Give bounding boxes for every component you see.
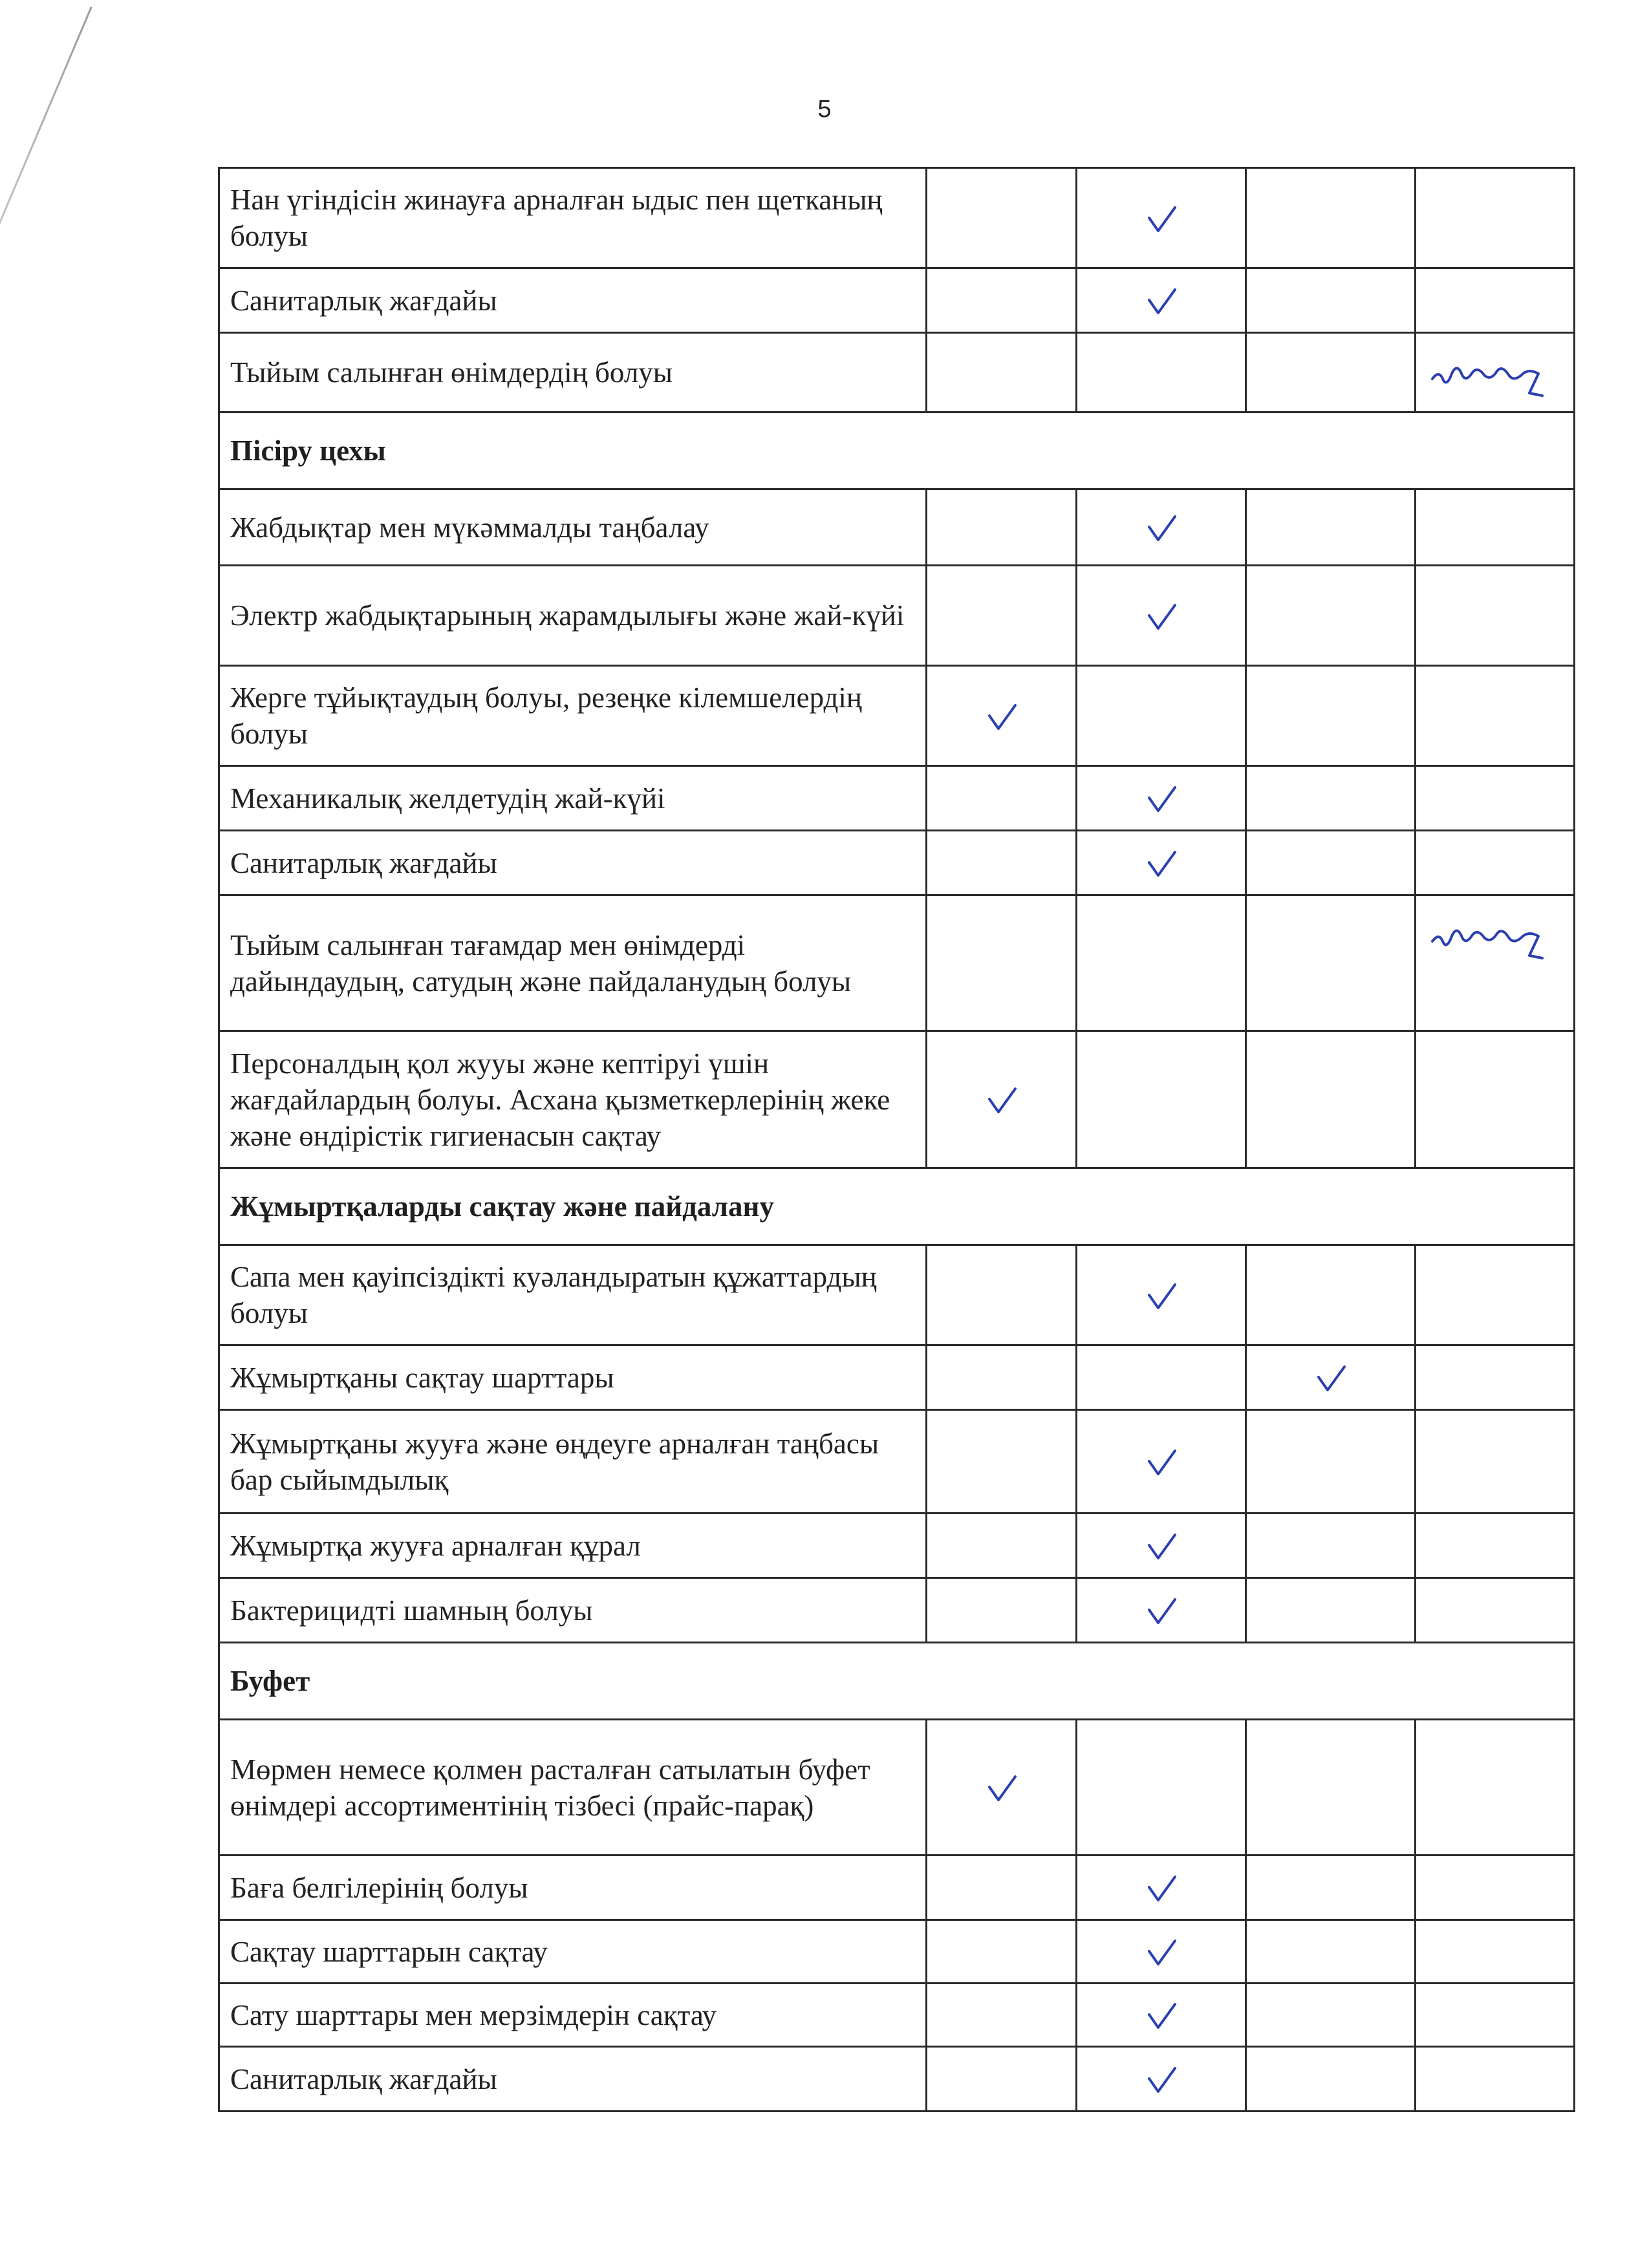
requirement-text: Сапа мен қауіпсіздікті куәландыратын құжаттардың болуы	[219, 1245, 927, 1345]
requirement-text: Жабдықтар мен мүкәммалды таңбалау	[219, 489, 927, 566]
checkmark-icon	[1144, 1999, 1179, 2034]
mark-cell-col-3	[1246, 268, 1416, 333]
requirement-text: Электр жабдықтарының жарамдылығы және жай-күйі	[219, 566, 927, 666]
mark-cell-col-4	[1416, 1856, 1575, 1920]
mark-cell-col-4	[1416, 168, 1575, 268]
mark-cell-col-1	[927, 1720, 1077, 1856]
section-cell	[219, 1168, 1575, 1245]
checklist-row	[219, 333, 1575, 412]
mark-cell-col-2	[1077, 566, 1246, 666]
mark-cell-col-3	[1246, 489, 1416, 566]
mark-cell-col-1	[927, 2047, 1077, 2112]
mark-cell-col-4	[1416, 895, 1575, 1031]
mark-cell-col-1	[927, 489, 1077, 566]
mark-cell-col-3	[1246, 1410, 1416, 1514]
checklist-row	[219, 766, 1575, 831]
requirement-text: Персоналдың қол жууы және кептіруі үшін жағдайлардың болуы. Асхана қызметкерлерінің жеке және өндірістік гигиенасын сақтау	[219, 1031, 927, 1168]
mark-cell-col-2	[1077, 1245, 1246, 1345]
mark-cell-col-2	[1077, 1031, 1246, 1168]
mark-cell-col-4	[1416, 831, 1575, 895]
mark-cell-col-1	[927, 1920, 1077, 1984]
section-title: Буфет	[230, 1665, 310, 1697]
inspection-checklist	[218, 167, 1573, 2112]
mark-cell-col-2	[1077, 168, 1246, 268]
checklist-row	[219, 268, 1575, 333]
handwritten-signature	[1427, 353, 1563, 411]
requirement-text: Жұмыртқаны сақтау шарттары	[219, 1345, 927, 1410]
mark-cell-col-1	[927, 333, 1077, 412]
mark-cell-col-3	[1246, 1578, 1416, 1643]
mark-cell-col-2	[1077, 1720, 1246, 1856]
checklist-row	[219, 666, 1575, 766]
checklist-row	[219, 1720, 1575, 1856]
mark-cell-col-2	[1077, 1984, 1246, 2047]
mark-cell-col-3	[1246, 1920, 1416, 1984]
requirement-text: Мөрмен немесе қолмен расталған сатылатын буфет өнімдері ассортиментінің тізбесі (прайс-парақ)	[219, 1720, 927, 1856]
mark-cell-col-4	[1416, 1514, 1575, 1578]
mark-cell-col-4	[1416, 489, 1575, 566]
checkmark-icon	[1144, 1936, 1179, 1971]
mark-cell-col-4	[1416, 333, 1575, 412]
mark-cell-col-2	[1077, 1920, 1246, 1984]
page-number: 5	[817, 96, 832, 123]
mark-cell-col-2	[1077, 831, 1246, 895]
mark-cell-col-3	[1246, 1720, 1416, 1856]
mark-cell-col-2	[1077, 1410, 1246, 1514]
mark-cell-col-3	[1246, 1345, 1416, 1410]
mark-cell-col-1	[927, 766, 1077, 831]
mark-cell-col-3	[1246, 1856, 1416, 1920]
requirement-text: Жұмыртқаны жууға және өңдеуге арналған таңбасы бар сыйымдылық	[219, 1410, 927, 1514]
checkmark-icon	[1144, 1872, 1179, 1907]
mark-cell-col-2	[1077, 766, 1246, 831]
mark-cell-col-2	[1077, 1856, 1246, 1920]
checkmark-icon	[1144, 1446, 1179, 1481]
requirement-text: Сақтау шарттарын сақтау	[219, 1920, 927, 1984]
mark-cell-col-3	[1246, 1514, 1416, 1578]
checklist-row	[219, 895, 1575, 1031]
mark-cell-col-3	[1246, 333, 1416, 412]
mark-cell-col-4	[1416, 268, 1575, 333]
checkmark-icon	[1144, 600, 1179, 635]
mark-cell-col-1	[927, 1856, 1077, 1920]
requirement-text: Санитарлық жағдайы	[219, 2047, 927, 2112]
checklist-row	[219, 489, 1575, 566]
mark-cell-col-1	[927, 1514, 1077, 1578]
mark-cell-col-2	[1077, 1578, 1246, 1643]
requirement-text: Нан үгіндісін жинауға арналған ыдыс пен щетканың болуы	[219, 168, 927, 268]
mark-cell-col-2	[1077, 1514, 1246, 1578]
scan-artifact-line	[0, 6, 92, 287]
mark-cell-col-3	[1246, 895, 1416, 1031]
mark-cell-col-2	[1077, 666, 1246, 766]
checklist-row	[219, 1856, 1575, 1920]
checklist-row	[219, 1410, 1575, 1514]
mark-cell-col-3	[1246, 2047, 1416, 2112]
mark-cell-col-4	[1416, 1920, 1575, 1984]
requirement-text: Бактерицидті шамның болуы	[219, 1578, 927, 1643]
checklist-row	[219, 566, 1575, 666]
checkmark-icon	[1144, 2063, 1179, 2098]
mark-cell-col-2	[1077, 333, 1246, 412]
requirement-text: Жерге тұйықтаудың болуы, резеңке кілемшелердің болуы	[219, 666, 927, 766]
checklist-body	[219, 168, 1575, 2112]
mark-cell-col-1	[927, 1410, 1077, 1514]
mark-cell-col-3	[1246, 1031, 1416, 1168]
checklist-row	[219, 1514, 1575, 1578]
requirement-text: Сату шарттары мен мерзімдерін сақтау	[219, 1984, 927, 2047]
mark-cell-col-2	[1077, 268, 1246, 333]
checklist-row	[219, 1345, 1575, 1410]
mark-cell-col-1	[927, 1578, 1077, 1643]
checkmark-icon	[1144, 1279, 1179, 1314]
requirement-text: Санитарлық жағдайы	[219, 268, 927, 333]
mark-cell-col-3	[1246, 1245, 1416, 1345]
mark-cell-col-1	[927, 566, 1077, 666]
checkmark-icon	[1313, 1362, 1348, 1396]
requirement-text: Тыйым салынған тағамдар мен өнімдерді дайындаудың, сатудың және пайдаланудың болуы	[219, 895, 927, 1031]
mark-cell-col-3	[1246, 766, 1416, 831]
mark-cell-col-1	[927, 1031, 1077, 1168]
section-title: Пісіру цехы	[230, 434, 386, 467]
mark-cell-col-4	[1416, 1031, 1575, 1168]
section-row	[219, 412, 1575, 489]
mark-cell-col-3	[1246, 1984, 1416, 2047]
mark-cell-col-3	[1246, 666, 1416, 766]
checkmark-icon	[1144, 782, 1179, 817]
mark-cell-col-4	[1416, 1578, 1575, 1643]
mark-cell-col-3	[1246, 831, 1416, 895]
section-cell	[219, 412, 1575, 489]
requirement-text: Механикалық желдетудің жай-күйі	[219, 766, 927, 831]
requirement-text: Санитарлық жағдайы	[219, 831, 927, 895]
requirement-text: Тыйым салынған өнімдердің болуы	[219, 333, 927, 412]
mark-cell-col-4	[1416, 2047, 1575, 2112]
mark-cell-col-2	[1077, 895, 1246, 1031]
checklist-row	[219, 1984, 1575, 2047]
section-row	[219, 1643, 1575, 1720]
checklist-row	[219, 1245, 1575, 1345]
checkmark-icon	[1144, 1594, 1179, 1629]
checklist-row	[219, 168, 1575, 268]
checklist-row	[219, 2047, 1575, 2112]
requirement-text: Баға белгілерінің болуы	[219, 1856, 927, 1920]
checklist-row	[219, 831, 1575, 895]
handwritten-signature	[1427, 915, 1563, 974]
mark-cell-col-4	[1416, 1720, 1575, 1856]
checklist-row	[219, 1578, 1575, 1643]
mark-cell-col-4	[1416, 666, 1575, 766]
mark-cell-col-4	[1416, 566, 1575, 666]
mark-cell-col-1	[927, 1245, 1077, 1345]
checkmark-icon	[1144, 1530, 1179, 1565]
checklist-row	[219, 1920, 1575, 1984]
mark-cell-col-1	[927, 1345, 1077, 1410]
mark-cell-col-1	[927, 831, 1077, 895]
checkmark-icon	[1144, 511, 1179, 546]
mark-cell-col-4	[1416, 1410, 1575, 1514]
mark-cell-col-2	[1077, 489, 1246, 566]
section-row	[219, 1168, 1575, 1245]
section-cell	[219, 1643, 1575, 1720]
mark-cell-col-1	[927, 168, 1077, 268]
mark-cell-col-2	[1077, 2047, 1246, 2112]
checkmark-icon	[984, 1771, 1019, 1806]
mark-cell-col-3	[1246, 168, 1416, 268]
mark-cell-col-1	[927, 1984, 1077, 2047]
checkmark-icon	[1144, 847, 1179, 882]
mark-cell-col-4	[1416, 766, 1575, 831]
mark-cell-col-4	[1416, 1345, 1575, 1410]
section-title: Жұмыртқаларды сақтау және пайдалану	[230, 1190, 774, 1223]
mark-cell-col-1	[927, 895, 1077, 1031]
mark-cell-col-1	[927, 268, 1077, 333]
checklist-table	[218, 167, 1575, 2112]
requirement-text: Жұмыртқа жууға арналған құрал	[219, 1514, 927, 1578]
checkmark-icon	[984, 1084, 1019, 1118]
mark-cell-col-3	[1246, 566, 1416, 666]
checkmark-icon	[1144, 202, 1179, 237]
mark-cell-col-4	[1416, 1984, 1575, 2047]
checkmark-icon	[1144, 284, 1179, 319]
mark-cell-col-1	[927, 666, 1077, 766]
mark-cell-col-2	[1077, 1345, 1246, 1410]
mark-cell-col-4	[1416, 1245, 1575, 1345]
checkmark-icon	[984, 700, 1019, 735]
checklist-row	[219, 1031, 1575, 1168]
